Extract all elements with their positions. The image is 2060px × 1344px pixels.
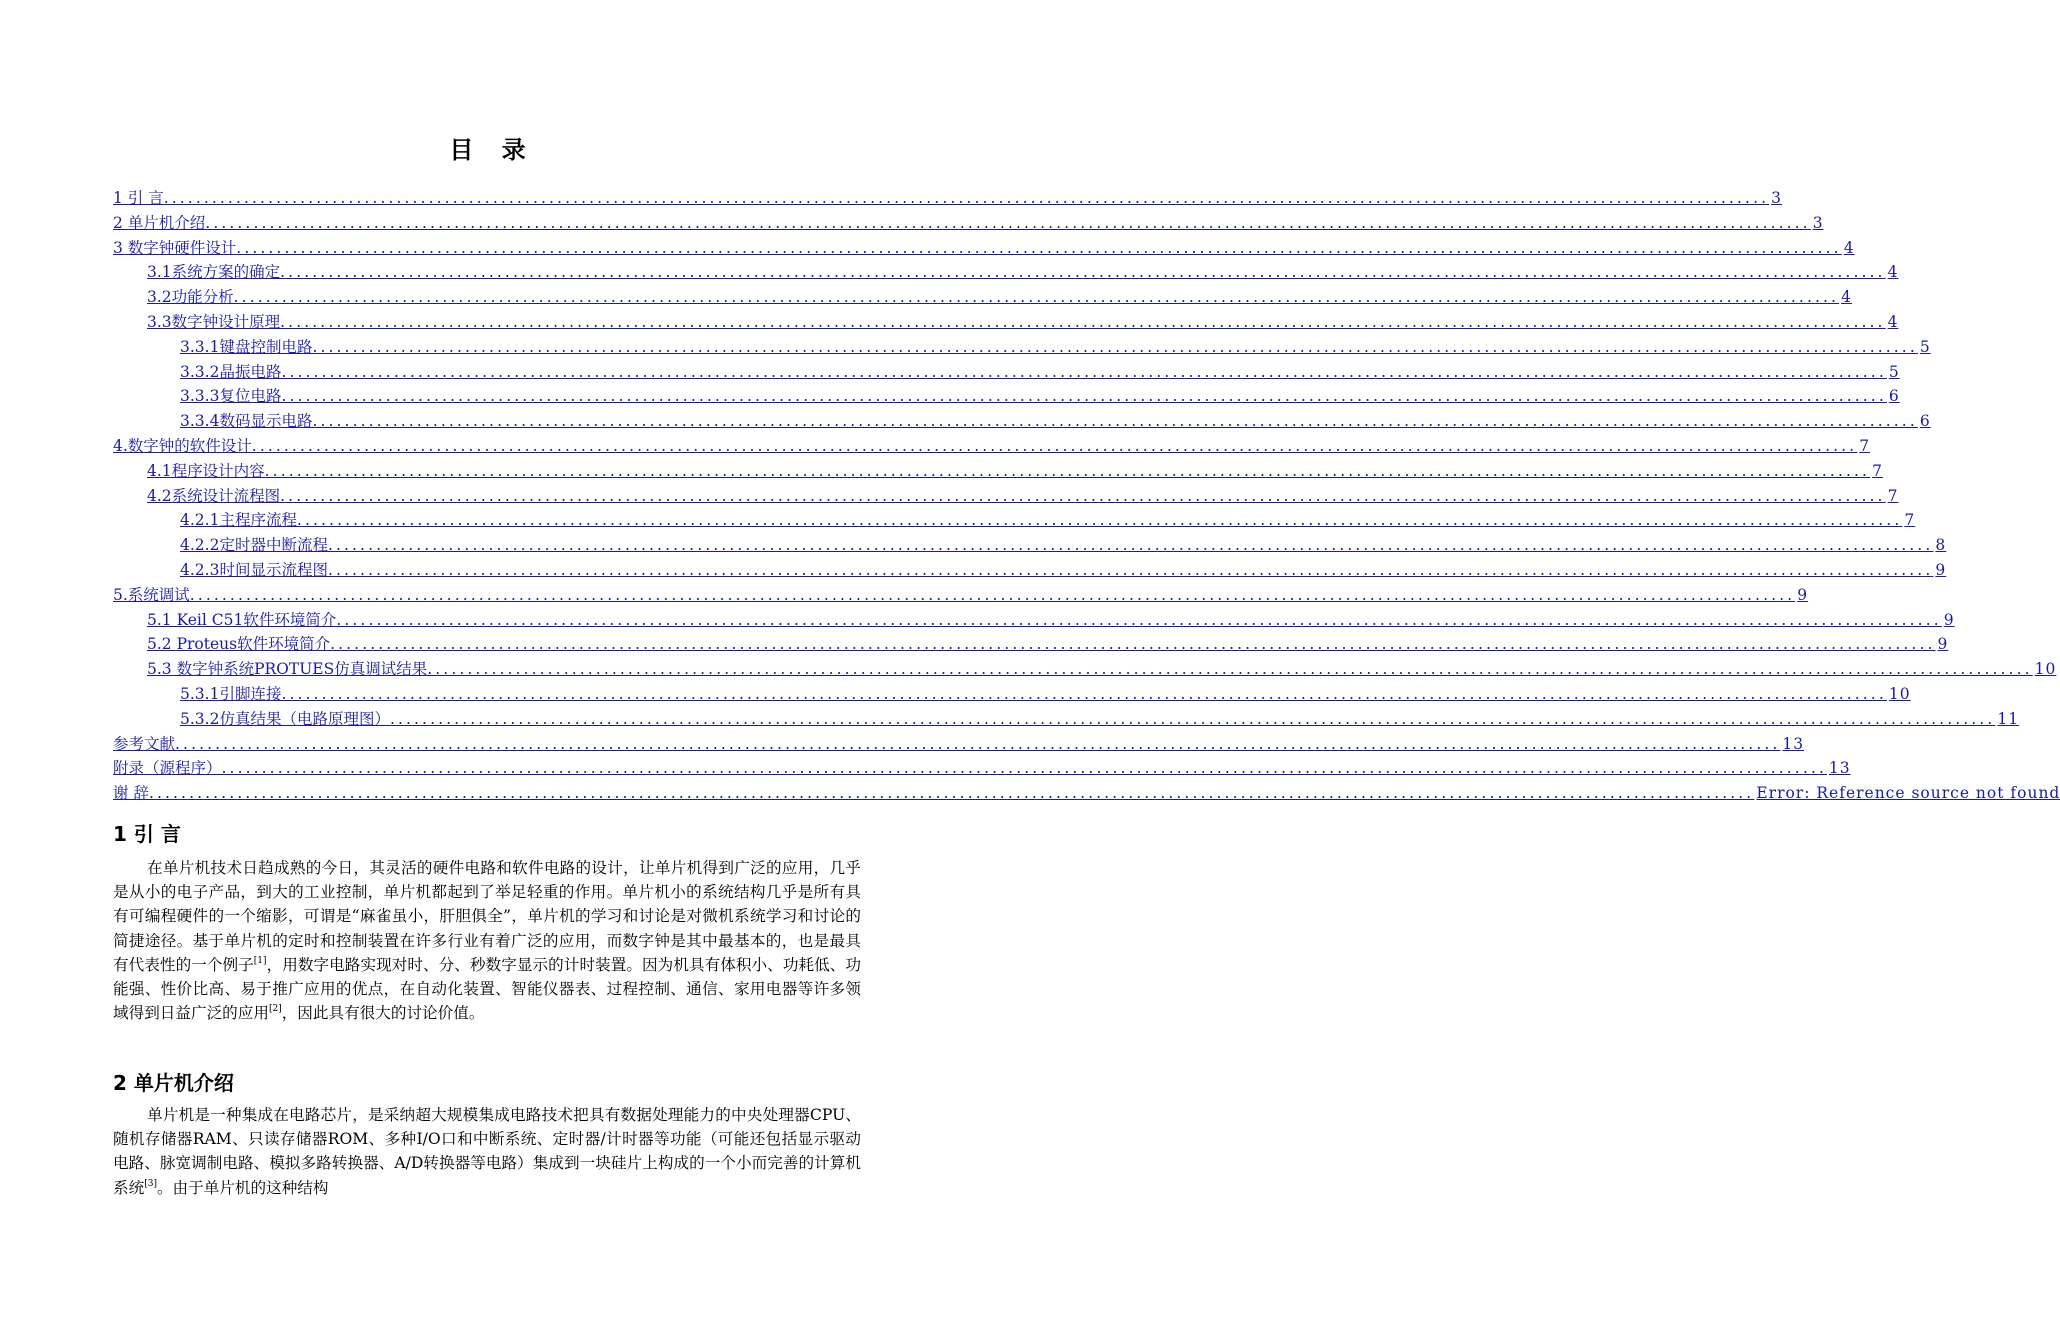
toc-entry-label: 4.2.1主程序流程 (180, 511, 297, 530)
toc-entry[interactable] (113, 459, 1883, 484)
toc-entry-page: 7 (1859, 436, 1871, 455)
toc-entry-label: 3.2功能分析 (147, 288, 234, 307)
toc-entry-label: 3 数字钟硬件设计 (113, 238, 237, 257)
toc-entry-label: 4.数字钟的软件设计 (113, 436, 252, 455)
toc-entry-label: 5.2 Proteus软件环境简介 (147, 635, 331, 654)
toc-dot-leader: ........................................................................................................................................................................................................ (189, 585, 1796, 604)
toc-entry-label: 1 引 言 (113, 189, 164, 207)
toc-entry-page: 6 (1888, 387, 1900, 406)
toc-entry-label: 3.3.2晶振电路 (180, 362, 282, 381)
toc-entry-label: 附录（源程序） (113, 759, 222, 778)
toc-entry-label: 4.2.2定时器中断流程 (180, 536, 328, 555)
paragraph-text: ，用数字电路实现对时、分、秒数字显示的计时装置。因为机具有体积小、功耗低、功能强、性价比高、易于推广应用的优点，在自动化装置、智能仪器表、过程控制、通信、家用电器等许多领域得到日益广泛的应用 (113, 955, 861, 1023)
toc-dot-leader: ........................................................................................................................................................................................................ (163, 189, 1770, 207)
toc-entry-page: 7 (1887, 486, 1899, 505)
toc-entry-page: 9 (1935, 560, 1947, 579)
toc-entry-page: 10 (1888, 684, 1911, 703)
toc-entry-label: 谢 辞 (113, 784, 149, 803)
toc-entry-page: 4 (1887, 312, 1899, 331)
toc-dot-leader: ........................................................................................................................................................................................................ (205, 213, 1811, 232)
table-of-contents (113, 186, 2060, 806)
toc-dot-leader: ........................................................................................................................................................................................................ (312, 412, 1918, 431)
toc-entry-page: Error: Reference source not found (1756, 784, 2060, 803)
toc-entry[interactable] (113, 732, 1805, 757)
toc-entry[interactable] (113, 484, 1899, 509)
toc-dot-leader: ........................................................................................................................................................................................................ (221, 759, 1827, 778)
toc-entry-label: 3.3.4数码显示电路 (180, 412, 313, 431)
toc-entry-page: 11 (1997, 709, 2020, 728)
toc-entry-label: 3.1系统方案的确定 (147, 263, 281, 282)
toc-entry-page: 3 (1812, 213, 1824, 232)
toc-entry-page: 5 (1888, 362, 1900, 381)
toc-dot-leader: ........................................................................................................................................................................................................ (251, 436, 1858, 455)
citation-ref: [2] (268, 1004, 282, 1015)
toc-entry[interactable] (113, 632, 1949, 657)
paragraph-text: 在单片机技术日趋成熟的今日，其灵活的硬件电路和软件电路的设计，让单片机得到广泛的应用，几乎是从小的电子产品，到大的工业控制，单片机都起到了举足轻重的作用。单片机小的系统结构几乎是所有具有可编程硬件的一个缩影，可谓是“麻雀虽小，肝胆俱全”，单片机的学习和讨论是对微机系统学习和讨论的简捷途径。基于单片机的定时和控制装置在许多行业有着广泛的应用，而数字钟是其中最基本的，也是最具有代表性的一个例子 (113, 859, 861, 974)
toc-entry-label: 3.3.3复位电路 (180, 387, 282, 406)
toc-dot-leader: ........................................................................................................................................................................................................ (281, 362, 1887, 381)
section-heading-introduction: 1 引 言 (113, 822, 181, 846)
toc-entry-page: 9 (1943, 610, 1955, 629)
toc-entry-page: 6 (1919, 412, 1931, 431)
toc-entry-page: 4 (1841, 288, 1852, 307)
toc-entry[interactable] (113, 558, 1947, 583)
toc-entry-label: 3.3.1键盘控制电路 (180, 337, 313, 356)
toc-entry-page: 13 (1782, 734, 1805, 753)
toc-entry[interactable] (113, 434, 1871, 459)
toc-entry-page: 7 (1904, 511, 1916, 530)
toc-entry[interactable] (113, 583, 1809, 608)
section-mcu-intro (113, 1069, 861, 1200)
toc-title: 目 录 (449, 136, 536, 164)
toc-dot-leader: ........................................................................................................................................................................................................ (281, 684, 1887, 703)
toc-dot-leader: ........................................................................................................................................................................................................ (427, 660, 2033, 679)
toc-entry[interactable] (113, 360, 1900, 385)
toc-entry-page: 8 (1935, 536, 1947, 555)
toc-entry[interactable] (113, 260, 1899, 285)
citation-ref: [3] (144, 1178, 157, 1189)
toc-entry-page: 4 (1843, 238, 1855, 257)
toc-entry[interactable] (113, 781, 2060, 806)
toc-entry[interactable] (113, 236, 1855, 261)
introduction-paragraph (113, 856, 861, 1025)
toc-dot-leader: ........................................................................................................................................................................................................ (280, 312, 1886, 331)
toc-dot-leader: ........................................................................................................................................................................................................ (296, 511, 1903, 530)
toc-dot-leader: ........................................................................................................................................................................................................ (264, 461, 1871, 480)
toc-entry-label: 3.3数字钟设计原理 (147, 312, 281, 331)
toc-entry-label: 5.1 Keil C51软件环境简介 (147, 610, 337, 629)
toc-entry[interactable] (113, 211, 1824, 236)
toc-entry-page: 3 (1771, 189, 1782, 207)
toc-entry-label: 5.3.1引脚连接 (180, 684, 282, 703)
toc-entry[interactable] (113, 657, 2057, 682)
toc-dot-leader: ........................................................................................................................................................................................................ (281, 387, 1887, 406)
toc-dot-leader: ........................................................................................................................................................................................................ (312, 337, 1918, 356)
toc-entry[interactable] (113, 533, 1947, 558)
toc-entry-label: 4.1程序设计内容 (147, 461, 265, 480)
toc-entry[interactable] (113, 608, 1955, 633)
toc-dot-leader: ........................................................................................................................................................................................................ (233, 288, 1840, 307)
toc-entry-page: 7 (1872, 461, 1883, 480)
toc-dot-leader: ........................................................................................................................................................................................................ (336, 610, 1942, 629)
toc-entry-label: 5.3.2仿真结果（电路原理图） (180, 709, 390, 728)
mcu-paragraph (113, 1103, 861, 1200)
toc-entry[interactable] (113, 186, 1782, 211)
toc-entry-label: 5.3 数字钟系统PROTUES仿真调试结果 (147, 660, 428, 679)
toc-entry[interactable] (113, 310, 1899, 335)
toc-entry[interactable] (113, 508, 1916, 533)
citation-ref: [1] (253, 955, 267, 966)
toc-entry[interactable] (113, 707, 2020, 732)
toc-entry[interactable] (113, 682, 1911, 707)
toc-entry-page: 9 (1797, 585, 1809, 604)
toc-dot-leader: ........................................................................................................................................................................................................ (280, 486, 1886, 505)
toc-entry-page: 5 (1919, 337, 1931, 356)
toc-dot-leader: ........................................................................................................................................................................................................ (148, 784, 1755, 803)
toc-entry[interactable] (113, 756, 1851, 781)
toc-entry-page: 10 (2034, 660, 2057, 679)
toc-dot-leader: ........................................................................................................................................................................................................ (236, 238, 1842, 257)
toc-entry-page: 9 (1937, 635, 1949, 654)
toc-entry-page: 13 (1828, 759, 1851, 778)
toc-entry[interactable] (113, 285, 1852, 310)
paragraph-text: ，因此具有很大的讨论价值。 (281, 1004, 485, 1023)
toc-entry-label: 参考文献 (113, 734, 176, 753)
toc-entry[interactable] (113, 335, 1931, 360)
toc-dot-leader: ........................................................................................................................................................................................................ (327, 560, 1934, 579)
paragraph-text: 。由于单片机的这种结构 (156, 1178, 329, 1197)
toc-dot-leader: ........................................................................................................................................................................................................ (280, 263, 1886, 282)
toc-entry-label: 5.系统调试 (113, 585, 190, 604)
toc-entry-label: 4.2.3时间显示流程图 (180, 560, 328, 579)
toc-dot-leader: ........................................................................................................................................................................................................ (389, 709, 1996, 728)
toc-dot-leader: ........................................................................................................................................................................................................ (330, 635, 1936, 654)
toc-dot-leader: ........................................................................................................................................................................................................ (327, 536, 1934, 555)
toc-entry-label: 4.2系统设计流程图 (147, 486, 281, 505)
toc-entry-page: 4 (1887, 263, 1899, 282)
toc-entry[interactable] (113, 384, 1900, 409)
toc-entry-label: 2 单片机介绍 (113, 213, 206, 232)
toc-dot-leader: ........................................................................................................................................................................................................ (175, 734, 1781, 753)
section-heading-mcu: 2 单片机介绍 (113, 1071, 234, 1095)
section-introduction (113, 820, 861, 1025)
paragraph-text: 单片机是一种集成在电路芯片，是采纳超大规模集成电路技术把具有数据处理能力的中央处理器CPU、随机存储器RAM、只读存储器ROM、多种I/O口和中断系统、定时器/计时器等功能（可能还包括显示驱动电路、脉宽调制电路、模拟多路转换器、A/D转换器等电路）集成到一块硅片上构成的一个小而完善的计算机系统 (113, 1106, 861, 1197)
toc-entry[interactable] (113, 409, 1931, 434)
